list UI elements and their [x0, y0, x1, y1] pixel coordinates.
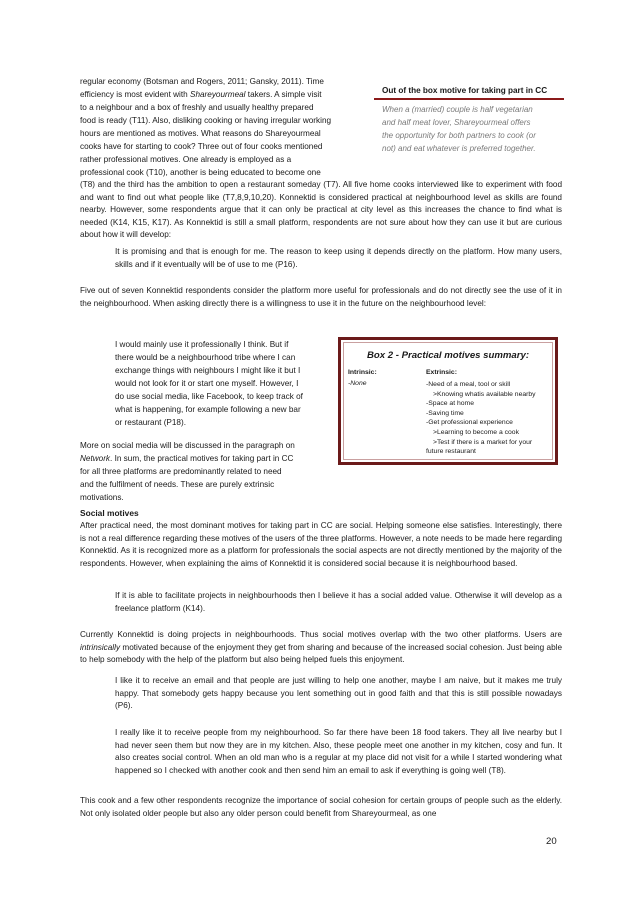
practical-motives-box: [338, 337, 558, 465]
text-line: professional cook (T10), another is being educated to become one: [80, 168, 321, 177]
extrinsic-label: Extrinsic:: [426, 369, 457, 376]
paragraph-cohesion: This cook and a few other respondents recognize the importance of social cohesion for certain groups of people such as the elderly. Not only isolated older people but also any older person could benefit from Shareyourmeal, as one: [80, 796, 562, 818]
text-line: to a neighbour and a box of freshly and usually healthy prepared: [80, 103, 314, 112]
quote-k14: If it is able to facilitate projects in neighbourhoods then I believe it has a social added value. Otherwise it will develop as a freelance platform (K14).: [115, 591, 562, 613]
quote-line: or restaurant (P18).: [115, 418, 186, 427]
list-item: >Knowing whatis available nearby: [433, 390, 536, 398]
list-item: >Learning to become a cook: [433, 428, 519, 436]
list-item: -Space at home: [426, 400, 474, 408]
page-number: 20: [546, 836, 557, 847]
quote-line: there would be a neighbourhood tribe where I can: [115, 353, 296, 362]
quote-line: do use social media, like Facebook, to keep track of: [115, 392, 303, 401]
paragraph-konnektid: Five out of seven Konnektid respondents consider the platform more useful for professionals and do not directly see the use of it in the neighbourhood. When asking directly there is a willingness to use it in the future on the neighbourhood level:: [80, 286, 562, 308]
paragraph-social: After practical need, the most dominant motives for taking part in CC are social. Helping someone else satisfies. Interestingly, there is not a real difference regarding these motives of the users of the three platforms. However, a note needs to be made here regarding Konnektid. As it is recognized more as a platform for professionals the social aspects are not directly mentioned by the majority of the respondents. However, when explaining the aims of Konnektid it is considered social because it is neighbourhood based.: [80, 521, 562, 568]
extrinsic-list: [426, 380, 556, 457]
text-line: motivations.: [80, 493, 124, 502]
quote-line: would not look for it or start one myself. However, I: [115, 379, 299, 388]
text-line: efficiency is most evident with Shareyourmeal takers. A simple visit: [80, 90, 322, 99]
quote-line: what is happening, for example following a new bar: [115, 405, 301, 414]
text-line: hours are mentioned as motives. What reasons do Shareyourmeal: [80, 129, 321, 138]
motive-box-title: Out of the box motive for taking part in CC: [374, 84, 564, 100]
text-line: and the fulfilment of needs. These are purely extrinsic: [80, 480, 275, 489]
quote-p16: It is promising and that is enough for me. The reason to keep using it depends directly on the platform. How many users, skills and if it eventually will be of use to me (P16).: [115, 247, 562, 269]
list-item: -Saving time: [426, 409, 464, 417]
text-line: cooks have for starting to cook? Three out of four cooks mentioned: [80, 142, 323, 151]
quote-line: I would mainly use it professionally I think. But if: [115, 340, 289, 349]
paragraph-continuation: (T8) and the third has the ambition to open a restaurant someday (T7). All five home cooks interviewed like to experiment with food and want to find out what people like (T7,8,9,10,20). Konnektid is considered practical at neighbourhood level as skills are found nearby. However, some respondents argue that it can only be practical at city level as this increases the chance to find what is needed (K14, K15, K17). As Konnektid is still a small platform, respondents are not sure about how they can use it but are curious about how it will develop:: [80, 180, 562, 240]
list-item: -Get professional experience: [426, 419, 513, 427]
text-line: rather professional motives. One already is employed as a: [80, 155, 292, 164]
list-item: >Test if there is a market for your: [433, 438, 533, 446]
section-heading-social: Social motives: [80, 508, 139, 518]
list-item: -Need of a meal, tool or skill: [426, 381, 511, 388]
text-line: for all three platforms are predominantly related to need: [80, 467, 282, 476]
motive-box-line: not) and eat whatever is preferred together.: [382, 144, 536, 153]
practical-motives-title: Box 2 - Practical motives summary:: [366, 350, 530, 361]
motive-box-line: the opportunity for both partners to cook (or: [382, 131, 536, 140]
text-line: More on social media will be discussed in the paragraph on: [80, 441, 295, 450]
motive-box-line: and half meat lover, Shareyourmeal offers: [382, 118, 531, 127]
motive-box-line: When a (married) couple is half vegetarian: [382, 105, 533, 114]
list-item: future restaurant: [426, 448, 476, 456]
text-line: regular economy (Botsman and Rogers, 2011; Gansky, 2011). Time: [80, 77, 324, 86]
quote-line: exchange things with neighbours I might like it but I: [115, 366, 301, 375]
intrinsic-value: -None: [348, 380, 367, 387]
text-line: food is ready (T11). Also, disliking cooking or having irregular working: [80, 116, 332, 125]
paragraph-intrinsic: Currently Konnektid is doing projects in neighbourhoods. Thus social motives overlap with the two other platforms. Users are intrinsically motivated because of the enjoyment they get from sharing and because of the increased social cohesion. Just being able to help somebody with the help of the platform but also being helped fuels this enjoyment.: [80, 630, 562, 665]
intrinsic-label: Intrinsic:: [348, 369, 377, 376]
quote-p6: I like it to receive an email and that people are just willing to help one another, maybe I am naive, but it makes me truly happy. That somebody gets happy because you lent something out in good faith and that this is still possible nowadays (P6).: [115, 676, 562, 711]
motive-box: [374, 84, 564, 164]
quote-t8: I really like it to receive people from my neighbourhood. So far there have been 18 food takers. They all live nearby but I had never seen them but now they are in my kitchen. Also, these people meet one another in my kitchen, cosy and fun. It also creates social control. When an old man who is a regular at my place did not visit for a while I started wondering what happened so I checked with another cook and then send him an email to ask if everything is going well (T8).: [115, 728, 562, 775]
text-line: Network. In sum, the practical motives for taking part in CC: [80, 454, 294, 463]
